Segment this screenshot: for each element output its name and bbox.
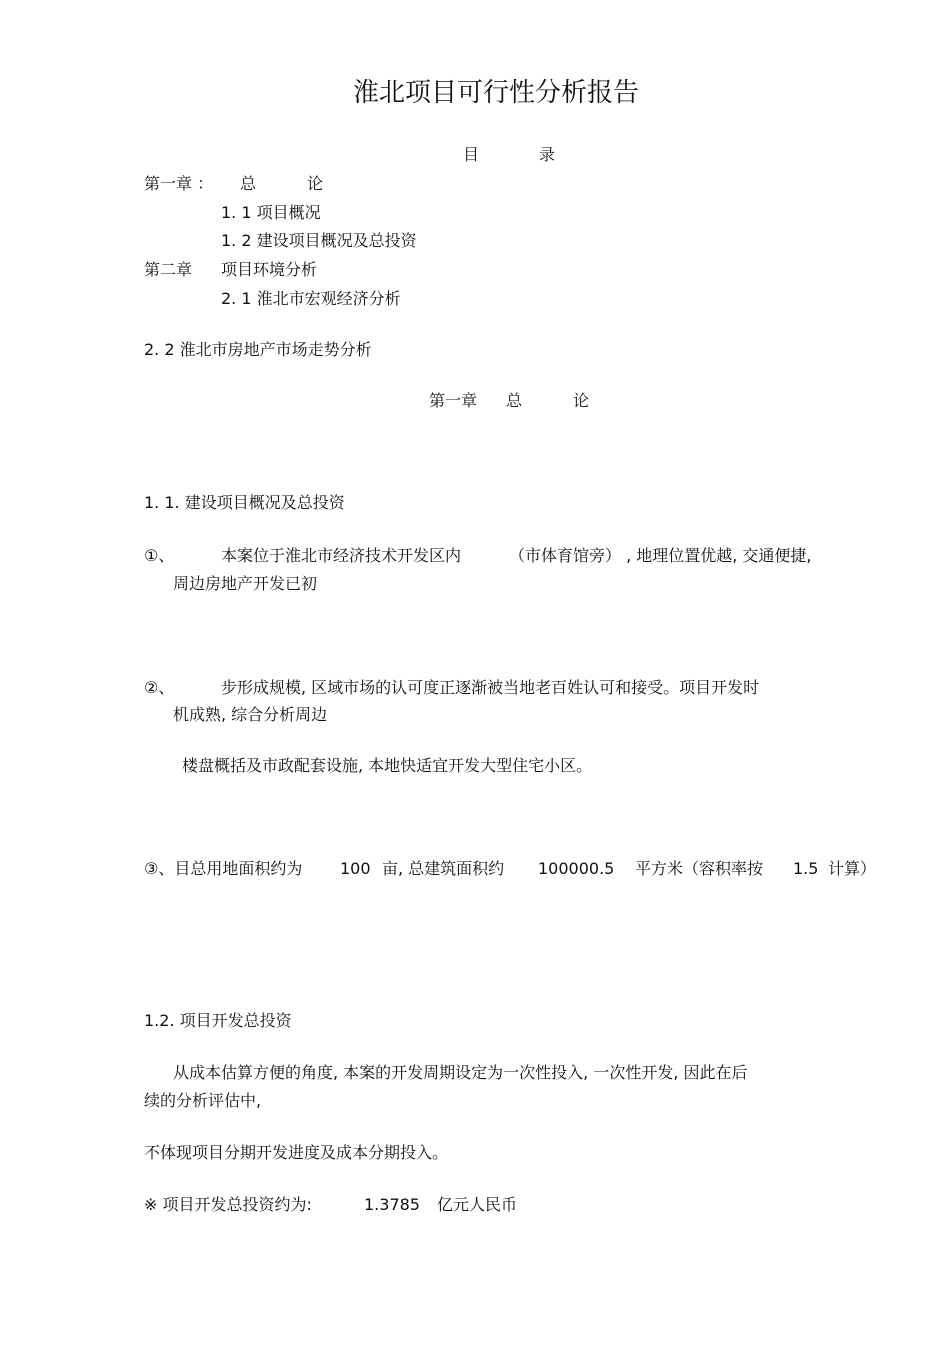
paragraph-3-g: 计算） [828,859,877,878]
paragraph-1-line1-b: （市体育馆旁） , 地理位置优越, 交通便捷, [509,546,812,565]
paragraph-1-marker: ①、 [144,546,175,565]
investment-note-label: ※ 项目开发总投资约为: [144,1195,312,1214]
toc-heading-right: 录 [539,145,556,164]
chapter1-label: 第一章 [429,391,478,410]
toc-chapter1-prefix: 第一章 ： [144,174,214,193]
paragraph-1-line1-a: 本案位于淮北市经济技术开发区内 [221,546,462,565]
toc-item-1-2: 1. 2 建设项目概况及总投资 [221,231,417,250]
toc-heading-left: 目 [463,145,480,164]
paragraph-2-line1: 步形成规模, 区域市场的认可度正逐渐被当地老百姓认可和接受。项目开发时 [221,678,760,697]
toc-chapter1-title-a: 总 [240,174,257,193]
paragraph-3-a: ③、目总用地面积约为 [144,859,303,878]
paragraph-2-line3: 楼盘概括及市政配套设施, 本地快适宜开发大型住宅小区。 [182,756,593,775]
paragraph-2-line2: 机成熟, 综合分析周边 [173,705,328,724]
toc-chapter2-prefix: 第二章 [144,260,193,279]
investment-note-unit: 亿元人民币 [437,1195,518,1214]
section-1-2-paragraph-1-line1: 从成本估算方便的角度, 本案的开发周期设定为一次性投入, 一次性开发, 因此在后 [173,1063,748,1082]
chapter1-title-a: 总 [506,391,523,410]
chapter1-title-b: 论 [573,391,590,410]
toc-item-2-2: 2. 2 淮北市房地产市场走势分析 [144,340,372,359]
section-1-1-heading: 1. 1. 建设项目概况及总投资 [144,493,345,512]
toc-item-1-1: 1. 1 项目概况 [221,203,321,222]
section-1-2-paragraph-1-line2: 续的分析评估中, [144,1091,262,1110]
paragraph-3-c: 亩, 总建筑面积约 [382,859,505,878]
section-1-2-heading: 1.2. 项目开发总投资 [144,1011,292,1030]
paragraph-3-floor-area: 100000.5 [538,859,615,878]
paragraph-3-e: 平方米（容积率按 [635,859,764,878]
investment-note-amount: 1.3785 [364,1195,420,1214]
toc-item-2-1: 2. 1 淮北市宏观经济分析 [221,289,401,308]
toc-chapter2-title: 项目环境分析 [221,260,318,279]
document-title: 淮北项目可行性分析报告 [353,78,640,108]
paragraph-1-line2: 周边房地产开发已初 [173,574,318,593]
paragraph-3-ratio: 1.5 [793,859,819,878]
paragraph-2-marker: ②、 [144,678,175,697]
section-1-2-paragraph-2: 不体现项目分期开发进度及成本分期投入。 [144,1143,449,1162]
toc-chapter1-title-b: 论 [307,174,324,193]
paragraph-3-land-area: 100 [340,859,371,878]
